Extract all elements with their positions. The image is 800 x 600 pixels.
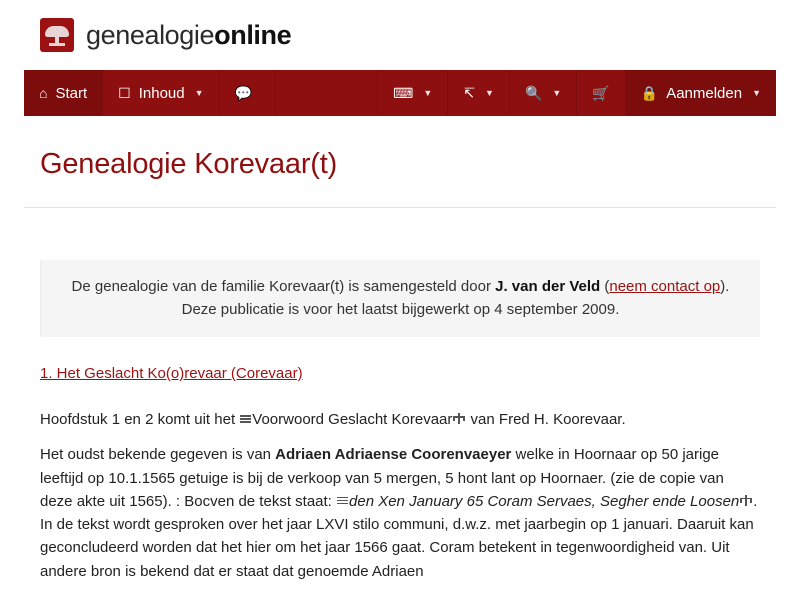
info-paren-open: ( [600, 278, 610, 295]
brand-title[interactable] [86, 20, 291, 51]
publication-info-box [40, 260, 760, 337]
nav-item-login[interactable] [626, 70, 776, 116]
nav-item-start[interactable] [24, 70, 103, 116]
nav-item-comments[interactable] [220, 70, 276, 116]
paragraph-1-part3: van Fred H. Koorevaar. [466, 411, 626, 428]
paragraph-2-italic-quote: den Xen January 65 Coram Servaes, Segher ende Loosen [349, 492, 740, 510]
chevron-down-icon: ▼ [423, 88, 433, 98]
person-badge-icon: ⌨ [393, 85, 414, 101]
family-tree-logo-icon[interactable] [40, 18, 74, 52]
paragraph-2-part1: Het oudst bekende gegeven is van [40, 446, 276, 464]
document-lines-icon [240, 414, 251, 424]
logo-base [49, 43, 65, 46]
page-title: Genealogie Korevaar(t) [40, 148, 338, 180]
paragraph-1 [40, 408, 760, 431]
title-divider [24, 207, 776, 208]
chevron-down-icon: ▼ [485, 88, 494, 98]
chapter-1-link[interactable]: 1. Het Geslacht Ko(o)revaar (Corevaar) [40, 365, 303, 382]
nav-item-person-index[interactable] [378, 70, 448, 116]
contact-link[interactable]: neem contact op [609, 278, 721, 295]
paragraph-2-part3: . In de tekst wordt gesproken over het jaar LXVI stilo communi, d.w.z. met jaarbegin op 1 januari. Daaruit kan geconcludeerd worden dat het hier om het jaar 1566 gaat. Coram betekent in tegenwoordigheid van. Uit andere bron is bekend dat er staat dat genoemde Adriaen [40, 492, 758, 580]
brand-title-light: genealogie [86, 19, 215, 50]
paragraph-2 [40, 443, 760, 583]
brand-title-bold: online [214, 19, 292, 50]
nav-item-cart[interactable] [577, 70, 625, 116]
paragraph-2-part2: welke in Hoornaar op 50 jarige leeftijd op 10.1.1565 getuige is bij de verkoop van 5 mergen, 5 hont lant op Hoornaer. (zie de copie van deze akte uit 1565). : Bocven de tekst staat: [40, 446, 724, 510]
main-navigation [24, 70, 776, 116]
book-icon: ☐ [118, 85, 131, 101]
nav-item-search[interactable] [510, 70, 577, 116]
document-lines-icon [337, 496, 348, 506]
chevron-down-icon: ▼ [194, 88, 204, 98]
nav-item-tree-tools[interactable] [448, 70, 510, 116]
info-text-before: De genealogie van de familie Korevaar(t) is samengesteld door [71, 278, 496, 295]
tree-glyph-icon [453, 413, 465, 424]
comments-icon: 💬 [234, 85, 252, 101]
info-author: J. van der Veld [495, 278, 601, 295]
nav-item-inhoud[interactable] [103, 70, 219, 116]
tree-branch-icon: ↸ [463, 85, 476, 101]
nav-item-login-label: Aanmelden [666, 84, 743, 102]
content-area [0, 148, 800, 583]
chevron-down-icon: ▼ [552, 88, 562, 98]
brand-bar [0, 0, 800, 70]
nav-item-start-label: Start [55, 84, 88, 102]
paragraph-1-part1: Hoofdstuk 1 en 2 komt uit het [40, 411, 240, 428]
search-icon: 🔍 [524, 85, 543, 101]
lock-icon: 🔒 [640, 85, 659, 101]
chevron-down-icon: ▼ [752, 88, 761, 98]
tree-glyph-icon [740, 495, 752, 506]
paragraph-2-bold-name: Adriaen Adriaense Coorenvaeyer [275, 446, 512, 464]
home-icon: ⌂ [39, 85, 48, 101]
info-text-after: ). Deze publicatie is voor het laatst bijgewerkt op 4 september 2009. [181, 278, 730, 318]
paragraph-1-part2: Voorwoord Geslacht Korevaar [252, 411, 453, 428]
cart-icon: 🛒 [592, 85, 610, 101]
nav-item-inhoud-label: Inhoud [138, 84, 185, 102]
nav-spacer [276, 70, 378, 116]
